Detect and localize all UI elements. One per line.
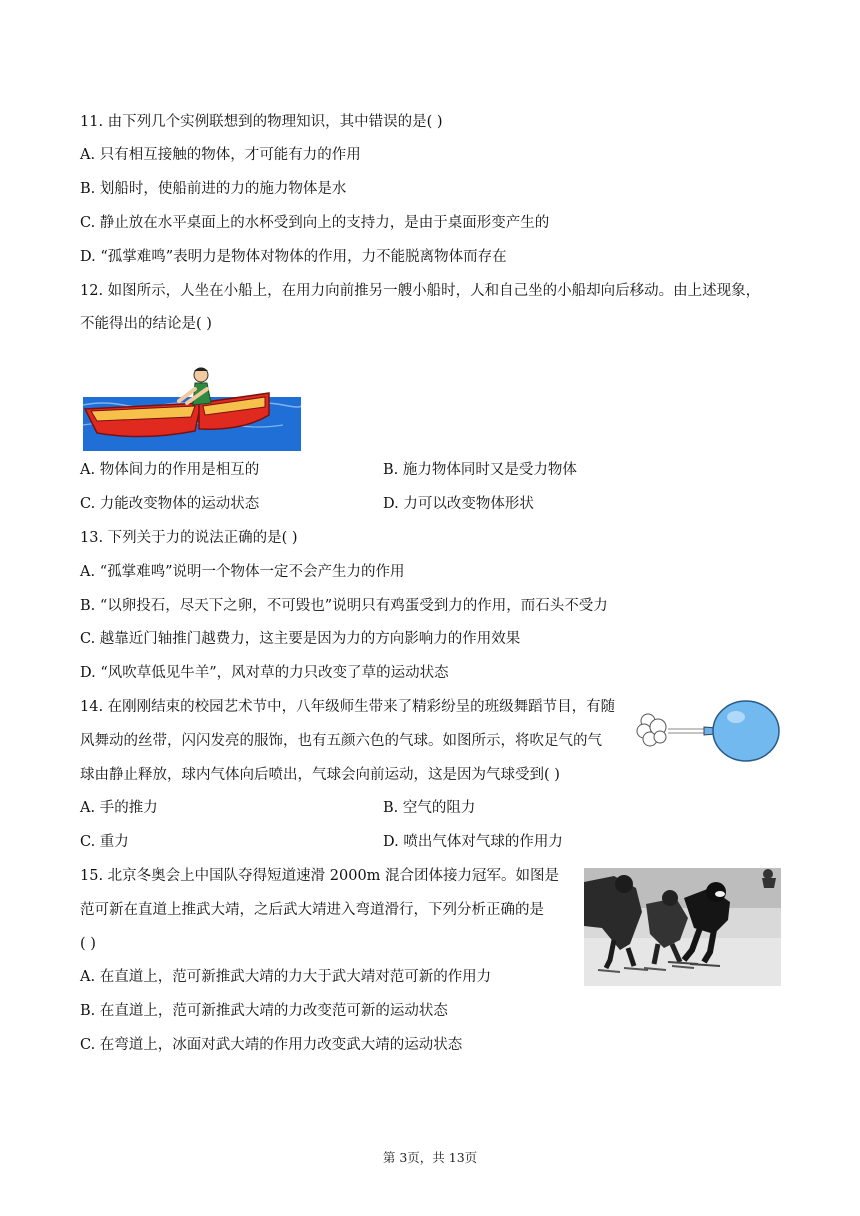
- skaters-photo: [584, 868, 781, 986]
- q14-stem-line1: 14. 在刚刚结束的校园艺术节中，八年级师生带来了精彩纷呈的班级舞蹈节目，有随: [80, 699, 616, 715]
- q12-option-c: C. 力能改变物体的运动状态: [80, 496, 260, 512]
- boats-figure: [83, 345, 301, 451]
- q13-option-c: C. 越靠近门轴推门越费力，这主要是因为力的方向影响力的作用效果: [80, 631, 521, 647]
- q11-option-c: C. 静止放在水平桌面上的水杯受到向上的支持力，是由于桌面形变产生的: [80, 215, 550, 231]
- q15-stem-line1: 15. 北京冬奥会上中国队夺得短道速滑 2000m 混合团体接力冠军。如图是: [80, 868, 560, 884]
- q15-stem-line2: 范可新在直道上推武大靖，之后武大靖进入弯道滑行，下列分析正确的是: [80, 902, 544, 918]
- q13-option-d: D. “风吹草低见牛羊”，风对草的力只改变了草的运动状态: [80, 665, 449, 681]
- balloon-figure: [636, 695, 784, 767]
- q13-option-a: A. “孤掌难鸣”说明一个物体一定不会产生力的作用: [80, 564, 405, 580]
- q13-stem: 13. 下列关于力的说法正确的是( ): [80, 530, 298, 546]
- q15-option-c: C. 在弯道上，冰面对武大靖的作用力改变武大靖的运动状态: [80, 1037, 463, 1053]
- q11-option-d: D. “孤掌难鸣”表明力是物体对物体的作用，力不能脱离物体而存在: [80, 249, 507, 265]
- q14-option-b: B. 空气的阻力: [383, 800, 476, 816]
- q15-stem-line3: ( ): [80, 936, 96, 952]
- q14-option-a: A. 手的推力: [80, 800, 158, 816]
- q12-stem-line1: 12. 如图所示，人坐在小船上，在用力向前推另一艘小船时，人和自己坐的小船却向后移动。由上述现象，: [80, 283, 761, 299]
- q15-option-a: A. 在直道上，范可新推武大靖的力大于武大靖对范可新的作用力: [80, 969, 492, 985]
- q12-option-d: D. 力可以改变物体形状: [383, 496, 534, 512]
- q14-option-d: D. 喷出气体对气球的作用力: [383, 834, 563, 850]
- q11-stem: 11. 由下列几个实例联想到的物理知识，其中错误的是( ): [80, 114, 443, 130]
- q11-option-a: A. 只有相互接触的物体，才可能有力的作用: [80, 147, 361, 163]
- q14-stem-line3: 球由静止释放，球内气体向后喷出，气球会向前运动，这是因为气球受到( ): [80, 767, 560, 783]
- q12-option-b: B. 施力物体同时又是受力物体: [383, 462, 577, 478]
- q12-option-a: A. 物体间力的作用是相互的: [80, 462, 260, 478]
- q14-stem-line2: 风舞动的丝带，闪闪发亮的服饰，也有五颜六色的气球。如图所示，将吹足气的气: [80, 733, 602, 749]
- q14-option-c: C. 重力: [80, 834, 129, 850]
- page-number: 第 3页，共 13页: [382, 1150, 478, 1165]
- q15-option-b: B. 在直道上，范可新推武大靖的力改变范可新的运动状态: [80, 1003, 448, 1019]
- q12-stem-line2: 不能得出的结论是( ): [80, 316, 212, 332]
- q13-option-b: B. “以卵投石，尽天下之卵，不可毁也”说明只有鸡蛋受到力的作用，而石头不受力: [80, 598, 608, 614]
- q11-option-b: B. 划船时，使船前进的力的施力物体是水: [80, 181, 347, 197]
